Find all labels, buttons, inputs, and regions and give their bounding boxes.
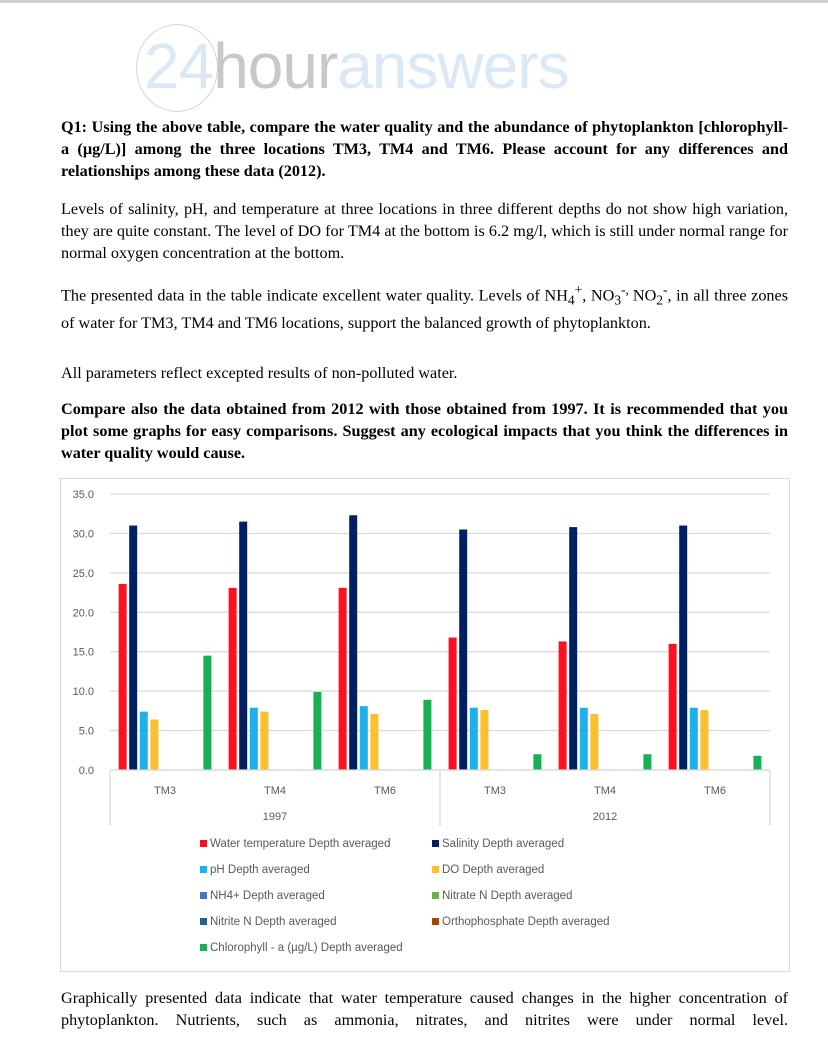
category-label: TM4	[594, 785, 616, 797]
logo-number: 24	[144, 30, 214, 102]
y-tick-label: 35.0	[72, 489, 94, 501]
legend-label: NH4+ Depth averaged	[210, 890, 325, 902]
bar	[360, 706, 368, 770]
bar	[140, 712, 148, 770]
bar	[423, 700, 431, 770]
bar	[313, 692, 321, 770]
y-tick-label: 10.0	[72, 686, 94, 699]
bar	[150, 720, 158, 770]
question-1: Q1: Using the above table, compare the water quality and the abundance of phytoplankton [chlorophyll-a (µg/L)] among the three locations TM3, TM4 and TM6. Please account for any differences and relationships among these data (2012).	[61, 118, 788, 180]
bar	[700, 710, 708, 770]
legend-swatch	[432, 918, 439, 925]
legend-swatch	[432, 866, 439, 873]
category-label: TM6	[704, 785, 726, 797]
category-label: TM6	[374, 785, 396, 797]
legend-label: Water temperature Depth averaged	[210, 838, 391, 850]
y-tick-label: 25.0	[72, 567, 94, 580]
bar	[569, 527, 577, 770]
bar	[370, 714, 378, 770]
legend-swatch	[432, 840, 439, 847]
logo-word-answers: answers	[337, 30, 569, 102]
answer-paragraph-1: Levels of salinity, pH, and temperature at three locations in three different depths do not show high variation, they are quite constant. The level of DO for TM4 at the bottom is 6.2 mg/l, which is still under normal range for normal oxygen concentration at the bottom.	[61, 200, 788, 262]
legend-swatch	[200, 918, 207, 925]
bar	[590, 714, 598, 770]
category-label: TM3	[154, 785, 176, 797]
bar	[459, 529, 467, 770]
bar-chart	[60, 478, 790, 972]
chart-svg	[61, 479, 789, 971]
bar	[480, 710, 488, 770]
group-label: 2012	[592, 811, 618, 823]
bar	[449, 638, 457, 770]
top-border	[0, 0, 828, 3]
bar	[229, 588, 237, 770]
category-label: TM4	[264, 785, 286, 797]
logo-word-hour: hour	[213, 30, 338, 102]
bar	[129, 526, 137, 770]
bar	[533, 754, 541, 770]
answer-paragraph-3: All parameters reflect excepted results of non-polluted water.	[61, 364, 458, 382]
answer-paragraph-4: Graphically presented data indicate that water temperature caused changes in the higher concentration of phytoplankton. Nutrients, such as ammonia, nitrates, and nitrites were under normal level.	[61, 989, 788, 1029]
bar	[470, 708, 478, 770]
group-label: 1997	[262, 811, 288, 823]
bar	[250, 708, 258, 770]
bar	[349, 515, 357, 770]
y-tick-label: 20.0	[72, 607, 94, 620]
legend-swatch	[200, 944, 207, 951]
category-label: TM3	[484, 785, 506, 797]
bar	[690, 708, 698, 770]
legend-label: pH Depth averaged	[210, 864, 310, 876]
bar	[260, 712, 268, 770]
bar	[580, 708, 588, 770]
legend-label: DO Depth averaged	[442, 864, 545, 876]
legend-swatch	[200, 866, 207, 873]
bar	[203, 656, 211, 770]
bar	[339, 588, 347, 770]
question-2: Compare also the data obtained from 2012 with those obtained from 1997. It is recommended that you plot some graphs for easy comparisons. Suggest any ecological impacts that you think the differences in water quality would cause.	[61, 400, 788, 462]
bar	[643, 754, 651, 770]
y-tick-label: 5.0	[78, 725, 94, 738]
y-tick-label: 30.0	[72, 528, 94, 541]
y-tick-label: 15.0	[72, 646, 94, 659]
answer-paragraph-2: The presented data in the table indicate excellent water quality. Levels of $NH_4^+$, $NO_3^{-,}$ $NO_2^-$, in all three zones of water for TM3, TM4 and TM6 locations, support the balanced growth of phytoplankton.	[61, 282, 788, 332]
bar	[679, 526, 687, 770]
bar	[753, 756, 761, 770]
legend-label: Nitrate N Depth averaged	[442, 890, 573, 902]
watermark-logo	[130, 22, 690, 112]
bar	[239, 522, 247, 770]
bar	[119, 584, 127, 770]
y-tick-label: 0.0	[78, 765, 94, 777]
legend-label: Orthophosphate Depth averaged	[442, 916, 610, 928]
legend-swatch	[432, 892, 439, 899]
legend-swatch	[200, 892, 207, 899]
legend-label: Nitrite N Depth averaged	[210, 916, 337, 928]
legend-swatch	[200, 840, 207, 847]
bar	[669, 644, 677, 770]
legend-label: Chlorophyll - a (µg/L) Depth averaged	[210, 942, 403, 954]
legend-label: Salinity Depth averaged	[442, 838, 565, 850]
bar	[559, 641, 567, 770]
